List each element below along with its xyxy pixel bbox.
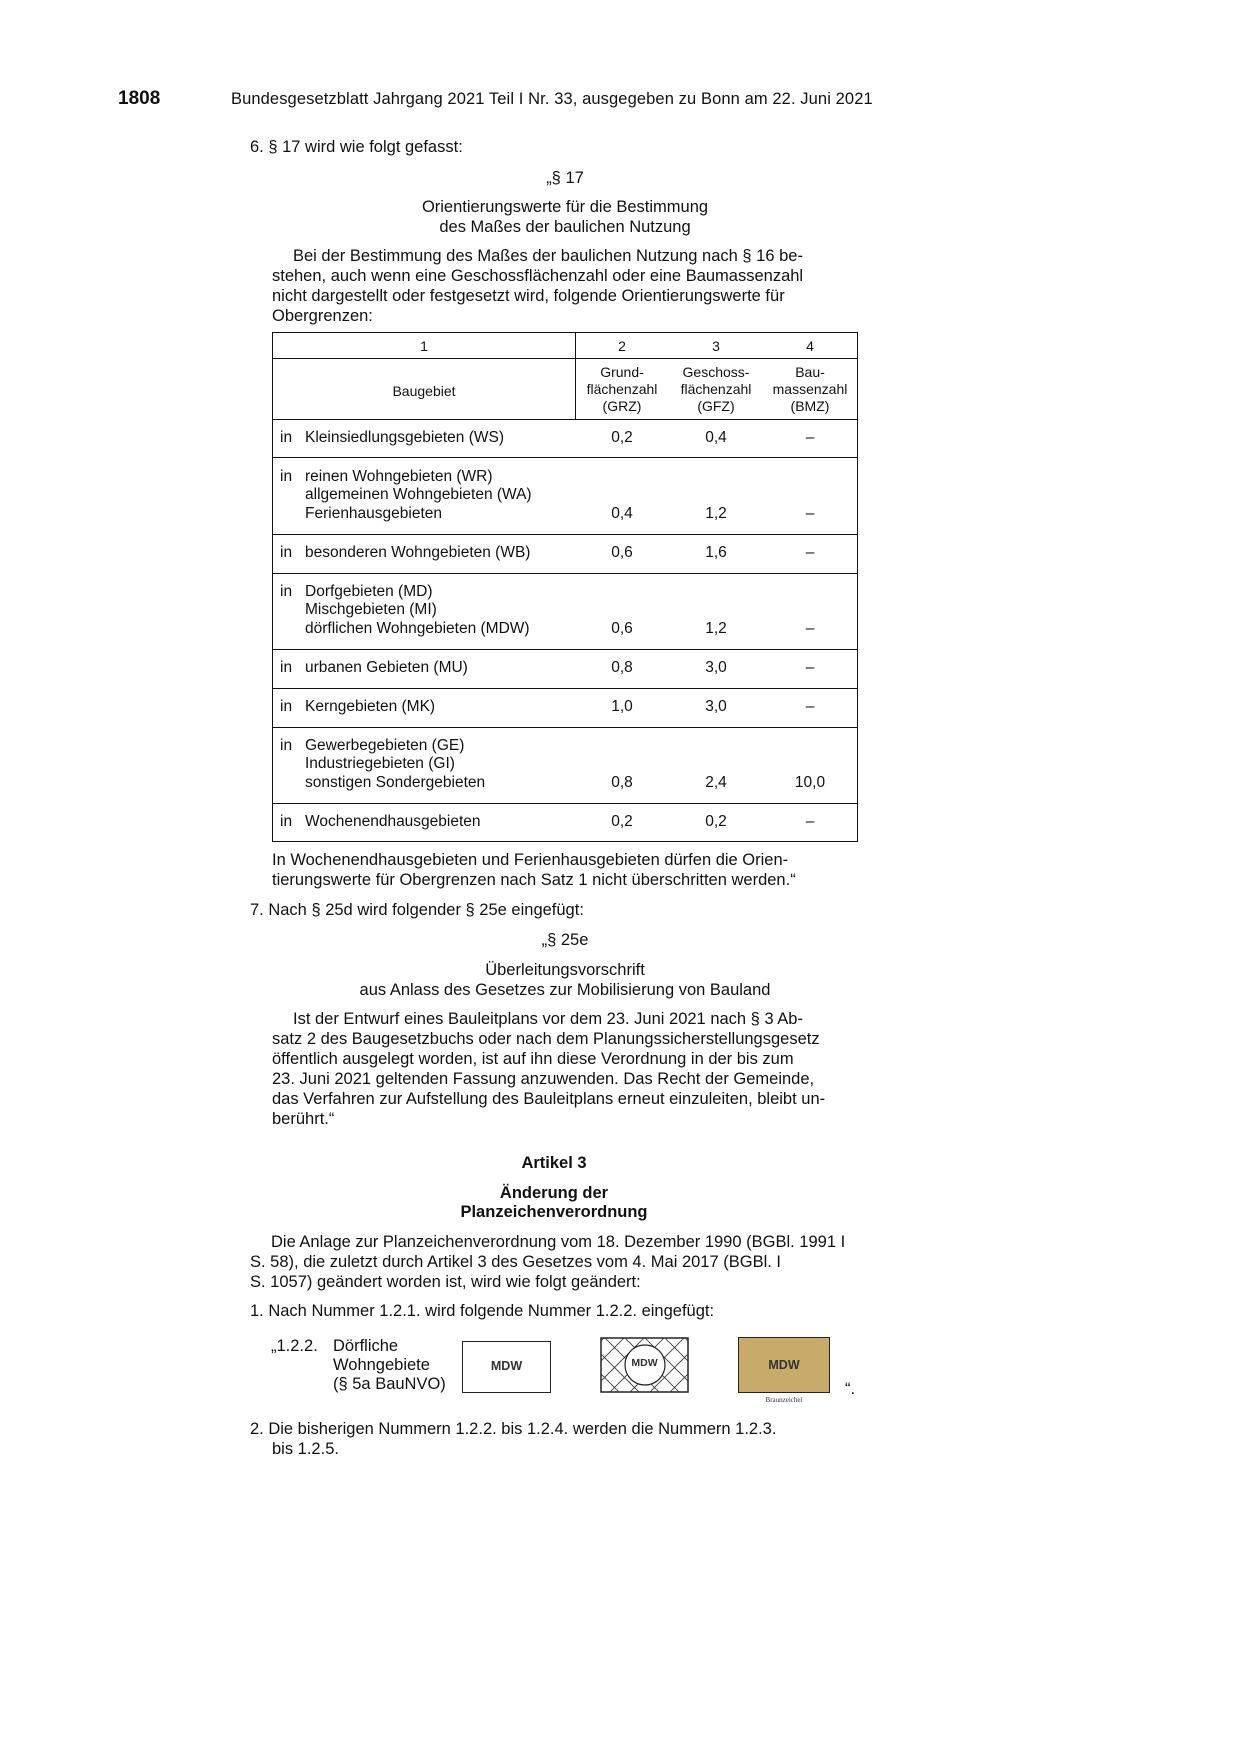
grz-value: 0,4 bbox=[611, 505, 633, 522]
row-area: Industriegebieten (GI) bbox=[305, 755, 455, 772]
gfz-value: 1,6 bbox=[705, 544, 727, 561]
row-area: Wochenendhausgebieten bbox=[305, 813, 481, 830]
page-number: 1808 bbox=[118, 88, 161, 109]
section-17-para-line: nicht dargestellt oder festgesetzt wird, folgende Orientierungswerte für bbox=[272, 287, 785, 305]
row-prefix: in bbox=[280, 583, 293, 600]
gfz-value: 3,0 bbox=[705, 698, 727, 715]
row-prefix: in bbox=[280, 659, 293, 676]
row-area: Ferienhausgebieten bbox=[305, 505, 443, 522]
entry-label-line: Dörfliche bbox=[333, 1337, 399, 1355]
section-25e-para-line: das Verfahren zur Aufstellung des Bauleitplans erneut einzuleiten, bleibt un- bbox=[272, 1090, 826, 1108]
row-area: allgemeinen Wohngebieten (WA) bbox=[305, 486, 532, 503]
section-17-closing-line: In Wochenendhausgebieten und Ferienhausgebieten dürfen die Orien- bbox=[272, 851, 789, 869]
col-number-1: 1 bbox=[420, 338, 428, 354]
row-area: reinen Wohngebieten (WR) bbox=[305, 468, 493, 485]
grz-value: 0,2 bbox=[611, 813, 633, 830]
mdw-colored-symbol: MDW bbox=[738, 1337, 830, 1393]
col-header-bmz: Bau- massenzahl (BMZ) bbox=[772, 364, 848, 414]
gfz-value: 1,2 bbox=[705, 620, 727, 637]
gfz-value: 3,0 bbox=[705, 659, 727, 676]
col-number-2: 2 bbox=[618, 338, 626, 354]
gfz-value: 0,4 bbox=[705, 429, 727, 446]
article-3-item-1: 1. Nach Nummer 1.2.1. wird folgende Nummer 1.2.2. eingefügt: bbox=[250, 1302, 715, 1320]
article-3-title: Artikel 3 bbox=[521, 1154, 587, 1172]
entry-label-line: Wohngebiete bbox=[333, 1356, 430, 1374]
grz-value: 0,6 bbox=[611, 544, 633, 561]
row-area: besonderen Wohngebieten (WB) bbox=[305, 544, 531, 561]
grz-value: 0,6 bbox=[611, 620, 633, 637]
item7-intro: 7. Nach § 25d wird folgender § 25e eingefügt: bbox=[250, 901, 584, 919]
section-25e-para-line: 23. Juni 2021 geltenden Fassung anzuwenden. Das Recht der Gemeinde, bbox=[272, 1070, 815, 1088]
gfz-value: 1,2 bbox=[705, 505, 727, 522]
section-25e-para-line: satz 2 des Baugesetzbuchs oder nach dem Planungssicherstellungsgesetz bbox=[272, 1030, 820, 1048]
symbol-caption: Braunzeichel bbox=[765, 1396, 803, 1404]
section-17-heading-1: Orientierungswerte für die Bestimmung bbox=[421, 198, 709, 216]
col-header-grz: Grund- flächenzahl (GRZ) bbox=[586, 364, 658, 414]
col-header-baugebiet: Baugebiet bbox=[392, 383, 456, 399]
col-number-3: 3 bbox=[712, 338, 720, 354]
section-17-closing-line: tierungswerte für Obergrenzen nach Satz 1 nicht überschritten werden.“ bbox=[272, 871, 796, 889]
row-area: sonstigen Sondergebieten bbox=[305, 774, 486, 791]
row-prefix: in bbox=[280, 429, 293, 446]
section-17-mark: „§ 17 bbox=[546, 169, 584, 187]
entry-number: „1.2.2. bbox=[271, 1337, 318, 1355]
item6-intro: 6. § 17 wird wie folgt gefasst: bbox=[250, 138, 463, 156]
grz-value: 1,0 bbox=[611, 698, 633, 715]
section-17-para-line: Bei der Bestimmung des Maßes der baulichen Nutzung nach § 16 be- bbox=[293, 247, 803, 265]
section-17-heading-2: des Maßes der baulichen Nutzung bbox=[439, 218, 691, 236]
col-header-gfz: Geschoss- flächenzahl (GFZ) bbox=[680, 364, 752, 414]
row-prefix: in bbox=[280, 468, 293, 485]
row-area: Dorfgebieten (MD) bbox=[305, 583, 433, 600]
grz-value: 0,8 bbox=[611, 774, 633, 791]
bmz-value: – bbox=[805, 659, 815, 676]
article-3-para-line: Die Anlage zur Planzeichenverordnung vom 18. Dezember 1990 (BGBl. 1991 I bbox=[271, 1233, 846, 1251]
bmz-value: – bbox=[805, 429, 815, 446]
row-area: Kerngebieten (MK) bbox=[305, 698, 436, 715]
row-prefix: in bbox=[280, 544, 293, 561]
row-area: urbanen Gebieten (MU) bbox=[305, 659, 468, 676]
mdw-plain-symbol: MDW bbox=[462, 1341, 551, 1393]
section-25e-para-line: Ist der Entwurf eines Bauleitplans vor dem 23. Juni 2021 nach § 3 Ab- bbox=[293, 1010, 803, 1028]
row-prefix: in bbox=[280, 698, 293, 715]
gfz-value: 2,4 bbox=[705, 774, 727, 791]
article-3-subtitle-2: Planzeichenverordnung bbox=[460, 1203, 648, 1221]
bmz-value: – bbox=[805, 620, 815, 637]
orientation-values-table bbox=[272, 332, 858, 842]
row-prefix: in bbox=[280, 813, 293, 830]
gfz-value: 0,2 bbox=[705, 813, 727, 830]
running-title: Bundesgesetzblatt Jahrgang 2021 Teil I Nr. 33, ausgegeben zu Bonn am 22. Juni 2021 bbox=[231, 90, 873, 108]
row-area: Kleinsiedlungsgebieten (WS) bbox=[305, 429, 505, 446]
entry-closing-quote: “. bbox=[845, 1380, 856, 1398]
entry-label-line: (§ 5a BauNVO) bbox=[333, 1375, 446, 1393]
bmz-value: – bbox=[805, 505, 815, 522]
section-17-para-line: Obergrenzen: bbox=[272, 307, 373, 325]
section-25e-mark: „§ 25e bbox=[541, 931, 589, 949]
row-area: Mischgebieten (MI) bbox=[305, 601, 437, 618]
row-prefix: in bbox=[280, 737, 293, 754]
section-17-para-line: stehen, auch wenn eine Geschossflächenzahl oder eine Baumassenzahl bbox=[272, 267, 804, 285]
article-3-para-line: S. 1057) geändert worden ist, wird wie folgt geändert: bbox=[250, 1273, 641, 1291]
bmz-value: – bbox=[805, 544, 815, 561]
article-3-item-2-line: 2. Die bisherigen Nummern 1.2.2. bis 1.2.4. werden die Nummern 1.2.3. bbox=[250, 1420, 777, 1438]
article-3-item-2-line: bis 1.2.5. bbox=[272, 1440, 339, 1458]
section-25e-para-line: öffentlich ausgelegt worden, ist auf ihn diese Verordnung in der bis zum bbox=[272, 1050, 794, 1068]
section-25e-heading-2: aus Anlass des Gesetzes zur Mobilisierung von Bauland bbox=[359, 981, 771, 999]
bmz-value: – bbox=[805, 698, 815, 715]
article-3-para-line: S. 58), die zuletzt durch Artikel 3 des Gesetzes vom 4. Mai 2017 (BGBl. I bbox=[250, 1253, 781, 1271]
grz-value: 0,2 bbox=[611, 429, 633, 446]
section-25e-para-line: berührt.“ bbox=[272, 1110, 335, 1128]
bmz-value: 10,0 bbox=[794, 774, 826, 791]
row-area: Gewerbegebieten (GE) bbox=[305, 737, 465, 754]
col-number-4: 4 bbox=[806, 338, 814, 354]
article-3-subtitle-1: Änderung der bbox=[499, 1184, 609, 1202]
mdw-hatched-symbol: MDW bbox=[600, 1337, 689, 1393]
bmz-value: – bbox=[805, 813, 815, 830]
grz-value: 0,8 bbox=[611, 659, 633, 676]
section-25e-heading-1: Überleitungsvorschrift bbox=[485, 961, 645, 979]
row-area: dörflichen Wohngebieten (MDW) bbox=[305, 620, 530, 637]
